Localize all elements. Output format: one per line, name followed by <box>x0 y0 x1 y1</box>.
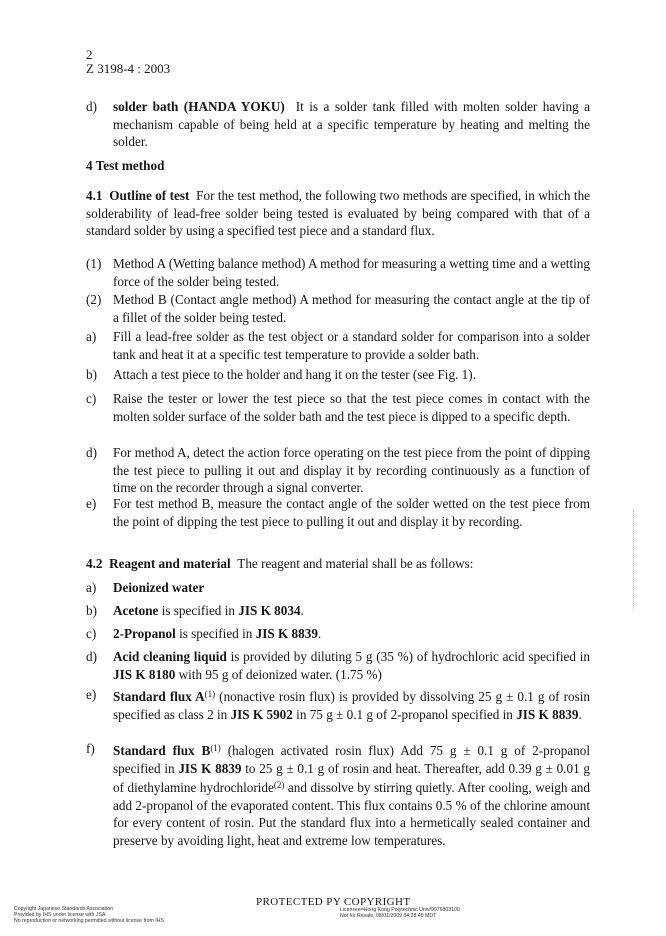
reagent-item <box>86 648 590 683</box>
item-text: For method A, detect the action force operating on the test piece from the point of dipping the test piece to pulling it out and display it by recording continuously as a function of time on the recorder through a signal converter. <box>113 445 590 495</box>
footnote-ref: (1) <box>204 689 216 699</box>
item-label: b) <box>86 367 97 382</box>
standard-ref: JIS K 8839 <box>178 760 242 776</box>
reagent-text: is provided by diluting 5 g (35 %) of hydrochloric acid specified in <box>226 649 590 664</box>
reagent-text: (halogen activated rosin flux) Add 75 g ± 0.1 g of 2-propanol specified in <box>113 743 590 776</box>
standard-ref: JIS K 8180 <box>113 666 176 682</box>
reagent-text: . <box>578 706 582 722</box>
clause-text: The reagent and material shall be as follows: <box>237 556 474 571</box>
footer-line: Licensee=Hong Kong Polytechnic Univ/9976803100 <box>340 907 460 913</box>
item-text: Method A (Wetting balance method) A method for measuring a wetting time and a wetting force of the solder being tested. <box>113 256 590 289</box>
item-label: b) <box>86 603 97 618</box>
item-label: c) <box>86 626 97 641</box>
reagent-item <box>86 740 590 849</box>
standard-ref: JIS K 8839 <box>255 626 318 641</box>
item-label: d) <box>86 649 97 664</box>
reagent-name: Standard flux A <box>113 689 205 704</box>
item-text: Method B (Contact angle method) A method for measuring the contact angle at the tip of a fillet of the solder being tested. <box>113 292 590 325</box>
reagent-name: Standard flux B <box>113 743 211 758</box>
reagent-text: and dissolve by stirring quietly. After cooling, weigh and add 2-propanol of the evaporated content. This flux contains 0.5 % of the chlorine amount for every content of rosin. Put the standard flux into a hermetically sealed container and preserve by avoiding light, heat and extreme low temperatures. <box>113 780 590 848</box>
item-text: Attach a test piece to the holder and hang it on the tester (see Fig. 1). <box>113 367 476 382</box>
footer-line: Not for Resale, 08/01/2009 04:28:45 MDT <box>340 913 437 919</box>
definition-text: It is a solder tank filled with molten solder having a mechanism capable of being held at a specific temperature by heating and melting the solder. <box>113 99 591 149</box>
standard-ref: JIS K 8034 <box>238 603 301 618</box>
clause-number: 4.2 <box>86 556 103 571</box>
reagent-name: Deionized water <box>113 580 205 595</box>
item-label: e) <box>86 496 97 511</box>
reagent-text: is specified in <box>158 603 239 618</box>
step-item <box>86 328 590 363</box>
clause-4-2 <box>86 555 590 573</box>
method-item <box>86 291 590 326</box>
reagent-item <box>86 686 590 723</box>
standard-id: Z 3198-4 : 2003 <box>86 61 171 76</box>
reagent-name: Acid cleaning liquid <box>113 649 227 664</box>
term: solder bath (HANDA YOKU) <box>113 99 285 114</box>
method-item <box>86 255 590 290</box>
reagent-item <box>86 602 590 620</box>
section-heading: 4 Test method <box>86 158 165 173</box>
footer-protected: PROTECTED PY COPYRIGHT <box>256 896 411 908</box>
item-label: c) <box>86 391 97 406</box>
item-label: (1) <box>86 256 102 271</box>
footnote-ref: (1) <box>210 743 221 753</box>
step-item <box>86 495 590 530</box>
reagent-text: . <box>300 603 304 618</box>
footer-copyright <box>14 906 164 924</box>
item-text: For test method B, measure the contact angle of the solder wetted on the test piece from the point of dipping the test piece to pulling it out and display it by recording. <box>113 496 590 529</box>
page-number: 2 <box>86 47 93 62</box>
footer-line: Copyright Japanese Standards Association <box>14 906 113 912</box>
reagent-text: (nonactive rosin flux) is provided by dissolving 25 g ± 0.1 g of rosin specified as class 2 in <box>113 689 590 722</box>
reagent-name: Acetone <box>113 603 159 618</box>
item-label: d) <box>86 99 97 114</box>
clause-title: Outline of test <box>109 188 190 203</box>
item-text: Fill a lead-free solder as the test object or a standard solder for comparison into a solder tank and heat it at a specific test temperature to provide a solder bath. <box>113 329 590 362</box>
reagent-text: with 95 g of deionized water. (1.75 %) <box>175 666 382 682</box>
definition-solder-bath <box>86 98 590 151</box>
standard-ref: JIS K 8839 <box>516 706 579 722</box>
item-label: a) <box>86 329 97 344</box>
clause-4-1 <box>86 187 590 240</box>
item-label: d) <box>86 445 97 460</box>
footer-line: No reproduction or networking permitted without license from IHS <box>14 918 164 924</box>
reagent-item <box>86 579 590 597</box>
reagent-text: . <box>317 626 322 641</box>
reagent-text: in 75 g ± 0.1 g of 2-propanol specified in <box>292 706 517 722</box>
step-item <box>86 444 590 497</box>
footnote-ref: (2) <box>273 780 285 790</box>
clause-title: Reagent and material <box>109 556 231 571</box>
item-text: Raise the tester or lower the test piece so that the test piece comes in contact with the molten solder surface of the solder bath and the test piece is dipped to a specific depth. <box>113 391 590 424</box>
item-label: f) <box>86 741 95 756</box>
reagent-name: 2-Propanol <box>113 626 176 641</box>
reagent-text: is specified in <box>175 626 256 641</box>
standard-ref: JIS K 5902 <box>230 706 293 722</box>
reagent-text: to 25 g ± 0.1 g of rosin and heat. Thereafter, add 0.39 g ± 0.01 g of diethylamine hydrochloride <box>113 760 590 795</box>
item-label: e) <box>86 687 97 702</box>
clause-text: For the test method, the following two methods are specified, in which the solderability of lead-free solder being tested is evaluated by being compared with that of a standard solder by using a specified test piece and a standard flux. <box>86 188 591 238</box>
item-label: a) <box>86 580 97 595</box>
footer-licensee <box>340 907 460 919</box>
margin-mark <box>633 510 635 610</box>
reagent-item <box>86 625 590 643</box>
clause-number: 4.1 <box>86 188 103 203</box>
step-item <box>86 390 590 425</box>
step-item <box>86 366 590 384</box>
item-label: (2) <box>86 292 102 307</box>
footer-line: Provided by IHS under license with JSA <box>14 912 106 918</box>
